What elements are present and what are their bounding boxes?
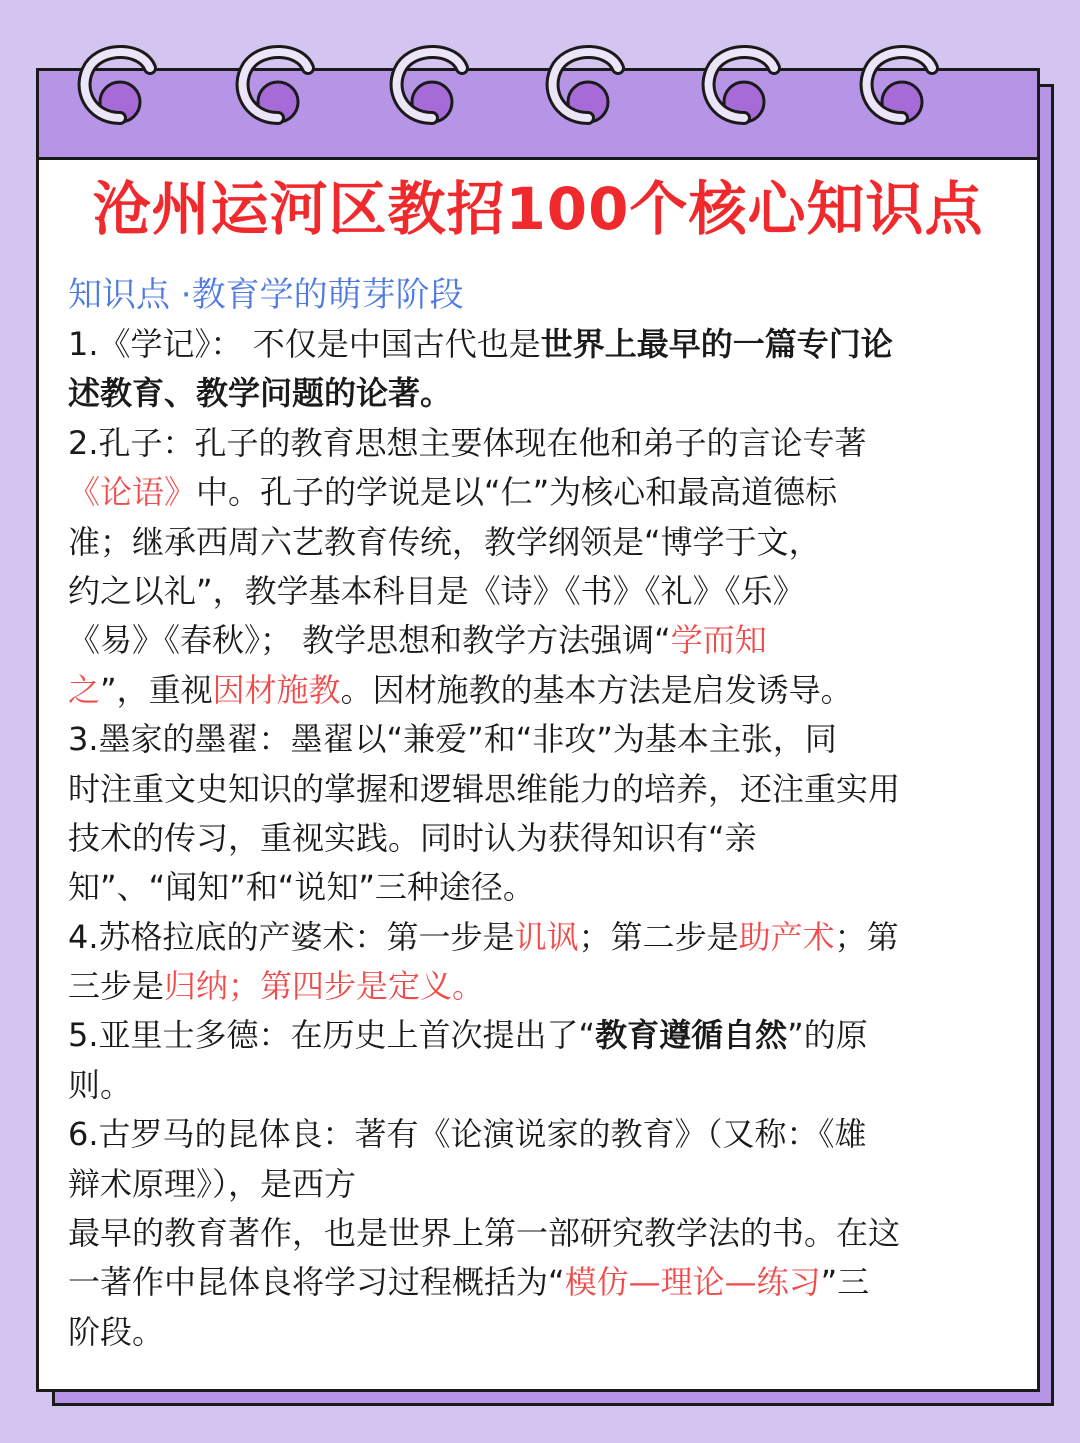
text-segment: ”三 bbox=[820, 1263, 870, 1302]
highlight-text: 之 bbox=[68, 670, 101, 709]
text-line bbox=[68, 814, 1013, 863]
text-line bbox=[68, 419, 1013, 468]
text-line bbox=[68, 863, 1013, 912]
text-segment: 约之以礼”，教学基本科目是《诗》《书》《礼》《乐》 bbox=[68, 571, 805, 610]
text-segment: 中。孔子的学说是以“仁”为核心和最高道德标 bbox=[196, 473, 838, 512]
text-segment: ；第 bbox=[834, 917, 899, 956]
text-segment: 《易》《春秋》； 教学思想和教学方法强调“ bbox=[68, 621, 671, 660]
text-line bbox=[68, 715, 1013, 764]
text-line bbox=[68, 518, 1013, 567]
highlight-text: 学而知 bbox=[670, 621, 767, 660]
text-segment: 三步是 bbox=[68, 967, 165, 1006]
text-segment: 准；继承西周六艺教育传统，教学纲领是“博学于文， bbox=[68, 522, 821, 561]
text-line bbox=[68, 1209, 1013, 1258]
text-segment: 知”、“闻知”和“说知”三种途径。 bbox=[68, 868, 535, 907]
text-segment: 时注重文史知识的掌握和逻辑思维能力的培养，还注重实用 bbox=[68, 769, 901, 808]
text-line bbox=[68, 1061, 1013, 1110]
text-segment: 则。 bbox=[68, 1065, 133, 1104]
highlight-text: 助产术 bbox=[738, 917, 835, 956]
notebook-header bbox=[39, 71, 1037, 160]
text-line bbox=[68, 1258, 1013, 1307]
text-segment: 5.亚里士多德：在历史上首次提出了“ bbox=[68, 1016, 596, 1055]
highlight-text: 归纳；第四步是定义。 bbox=[164, 967, 485, 1006]
text-segment: 3.墨家的墨翟：墨翟以“兼爱”和“非攻”为基本主张，同 bbox=[68, 720, 837, 759]
knowledge-points-text bbox=[68, 320, 1013, 1357]
text-segment: 6.古罗马的昆体良：著有《论演说家的教育》（又称：《雄 bbox=[68, 1115, 867, 1154]
highlight-text: 讥讽 bbox=[514, 917, 579, 956]
text-segment: 辩术原理》），是西方 bbox=[68, 1164, 357, 1203]
text-segment: 。因材施教的基本方法是启发诱导。 bbox=[340, 670, 853, 709]
text-segment: 技术的传习，重视实践。同时认为获得知识有“亲 bbox=[68, 818, 757, 857]
text-segment: 1.《学记》： 不仅是中国古代也是 bbox=[68, 325, 541, 363]
text-segment: 最早的教育著作，也是世界上第一部研究教学法的书。在这 bbox=[68, 1214, 901, 1253]
highlight-text: 模仿—理论—练习 bbox=[564, 1263, 821, 1302]
text-line bbox=[68, 1110, 1013, 1159]
text-segment: ”，重视 bbox=[100, 670, 213, 709]
text-segment: ；第二步是 bbox=[578, 917, 739, 956]
text-segment: ”的原 bbox=[787, 1016, 868, 1055]
bold-text: 教育遵循自然 bbox=[595, 1016, 788, 1055]
highlight-text: 《论语》 bbox=[68, 473, 197, 512]
text-line bbox=[68, 616, 1013, 665]
text-line bbox=[68, 666, 1013, 715]
text-line bbox=[68, 765, 1013, 814]
text-line bbox=[68, 1308, 1013, 1357]
bold-text: 述教育、教学问题的论著。 bbox=[68, 374, 453, 413]
text-line bbox=[68, 468, 1013, 517]
text-segment: 一著作中昆体良将学习过程概括为“ bbox=[68, 1263, 565, 1302]
text-line bbox=[68, 369, 1013, 418]
text-line bbox=[68, 320, 1013, 369]
highlight-text: 因材施教 bbox=[212, 670, 341, 709]
bold-text: 世界上最早的一篇专门论 bbox=[540, 325, 893, 363]
section-subtitle: 知识点 ·教育学的萌芽阶段 bbox=[68, 275, 464, 315]
text-line bbox=[68, 962, 1013, 1011]
text-segment: 4.苏格拉底的产婆术：第一步是 bbox=[68, 917, 515, 956]
page-title: 沧州运河区教招100个核心知识点 bbox=[92, 175, 984, 243]
text-line bbox=[68, 1160, 1013, 1209]
text-segment: 2.孔子：孔子的教育思想主要体现在他和弟子的言论专著 bbox=[68, 423, 867, 462]
text-segment: 阶段。 bbox=[68, 1312, 165, 1351]
text-line bbox=[68, 567, 1013, 616]
text-line bbox=[68, 1011, 1013, 1060]
text-line bbox=[68, 913, 1013, 962]
